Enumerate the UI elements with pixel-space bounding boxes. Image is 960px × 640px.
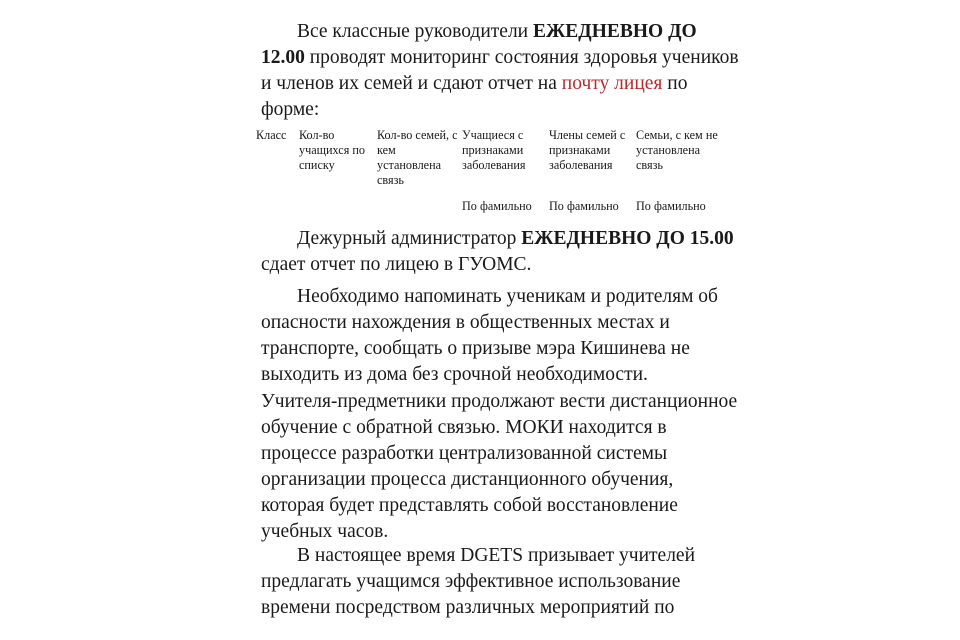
table-cell [299, 199, 377, 214]
paragraph-reminder: Необходимо напоминать ученикам и родителям об опасности нахождения в общественных местах и транспорте, сообщать о призыве мэра Кишинева не выходить из дома без срочной необходимости. [261, 286, 718, 385]
p1-text-1: Все классные руководители [297, 21, 533, 42]
table-cell: По фамильно [636, 199, 706, 213]
table-header-cell: Класс [256, 128, 287, 142]
p1-text-3: по форме: [261, 73, 688, 120]
paragraph-class-teachers [261, 19, 741, 123]
p1-text-2: проводят мониторинг состояния здоровья учеников и членов их семей и сдают отчет на [261, 47, 739, 94]
report-form-table [256, 128, 726, 214]
table-cell: По фамильно [549, 199, 619, 213]
paragraph-distance-learning: Учителя-предметники продолжают вести дистанционное обучение с обратной связью. МОКИ находится в процессе разработки централизованной системы организации процесса дистанционного обучения, которая будет представлять собой восстановление учебных часов. [261, 391, 738, 542]
table-cell: По фамильно [462, 199, 532, 213]
table-header-cell: Члены семей с признаками заболевания [549, 128, 626, 172]
paragraph-dgets: В настоящее время DGETS призывает учителей предлагать учащимся эффективное использование времени посредством различных мероприятий по [261, 545, 696, 618]
table-header-cell: Кол-во семей, с кем установлена связь [377, 128, 458, 187]
table-cell [256, 199, 299, 214]
paragraph-duty-admin [261, 226, 741, 278]
table-cell [377, 199, 462, 214]
lyceum-mail-link[interactable]: почту лицея [561, 73, 663, 94]
p2-deadline: ЕЖЕДНЕВНО ДО 15.00 [521, 228, 734, 249]
p2-text-2: сдает отчет по лицею в ГУОМС. [261, 254, 532, 275]
table-header-cell: Семьи, с кем не установлена связь [636, 128, 718, 172]
table-header-cell: Учащиеся с признаками заболевания [462, 128, 526, 172]
table-header-row [256, 128, 726, 188]
table-header-cell: Кол-во учащихся по списку [299, 128, 365, 172]
p2-text-1: Дежурный администратор [297, 228, 522, 249]
table-row [256, 199, 726, 214]
p1-deadline: ЕЖЕДНЕВНО ДО 12.00 [261, 21, 697, 68]
